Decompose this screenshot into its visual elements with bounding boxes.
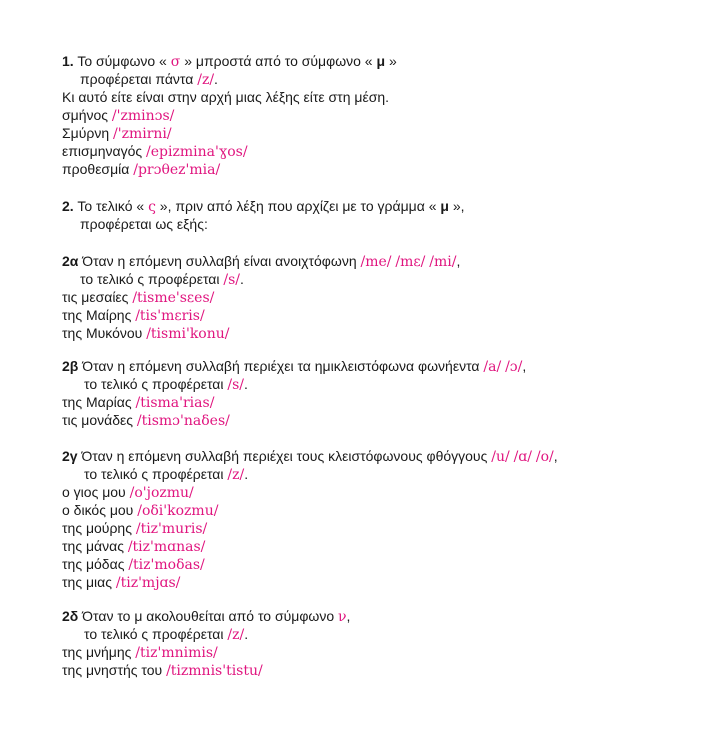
- section-2: [62, 197, 702, 233]
- example-row: [62, 324, 702, 342]
- section-2b: [62, 357, 702, 429]
- example-word: σμήνος: [62, 107, 112, 123]
- example-word: της μνηστής του: [62, 662, 167, 678]
- example-row: [62, 411, 702, 429]
- phoneme: /o/: [535, 449, 554, 465]
- section-2a-line-2: το τελικό ς προφέρεται /s/.: [80, 271, 244, 288]
- phoneme: /ɔ/: [505, 359, 523, 375]
- example-word: της μούρης: [62, 520, 136, 536]
- example-row: [62, 573, 702, 591]
- section-number: 2δ: [62, 608, 79, 624]
- example-ipa: /o'jozmu/: [129, 485, 194, 501]
- example-ipa: /tismɔ'naδes/: [136, 413, 230, 429]
- example-word: της Μαίρης: [62, 307, 136, 323]
- example-row: [62, 160, 702, 178]
- example-word: της μιας: [62, 574, 116, 590]
- phoneme: /s/: [227, 377, 245, 393]
- example-ipa: /oδi'kozmu/: [137, 503, 219, 519]
- example-word: της Μαρίας: [62, 394, 136, 410]
- section-number: 2.: [62, 198, 74, 214]
- example-ipa: /tiz'moδas/: [128, 557, 205, 573]
- phoneme: /s/: [223, 272, 241, 288]
- example-ipa: /tiz'mjɑs/: [115, 575, 181, 591]
- section-2b-heading: 2β Όταν η επόμενη συλλαβή περιέχει τα ημικλειστόφωνα φωνήεντα /a/ /ɔ/,: [62, 358, 527, 375]
- letter-nu: ν: [338, 609, 347, 625]
- section-2b-line-2: το τελικό ς προφέρεται /s/.: [84, 376, 248, 393]
- section-2d-line-2: το τελικό ς προφέρεται /z/.: [84, 626, 249, 643]
- example-ipa: /tiz'muris/: [135, 521, 208, 537]
- example-row: [62, 306, 702, 324]
- section-2a: [62, 252, 702, 342]
- example-ipa: /'zmirni/: [113, 126, 172, 142]
- example-ipa: /tiz'mnimis/: [135, 645, 218, 661]
- example-word: της μόδας: [62, 556, 129, 572]
- section-number: 1.: [62, 53, 74, 69]
- example-row: [62, 142, 702, 160]
- section-number: 2β: [62, 358, 79, 374]
- section-2c: [62, 447, 702, 591]
- example-row: [62, 555, 702, 573]
- example-word: της μνήμης: [62, 644, 136, 660]
- section-1-line-2: προφέρεται πάντα /z/.: [80, 71, 218, 88]
- phoneme: /z/: [227, 627, 245, 643]
- letter-mu: μ: [376, 53, 386, 69]
- example-row: [62, 661, 702, 679]
- phoneme: /ɑ/: [513, 449, 532, 465]
- section-1: [62, 52, 702, 178]
- example-row: [62, 643, 702, 661]
- example-word: προθεσμία: [62, 161, 134, 177]
- section-1-heading: 1. Το σύμφωνο « σ » μπροστά από το σύμφωνο « μ »: [62, 53, 397, 70]
- example-ipa: /tis'mεris/: [135, 308, 205, 324]
- example-row: [62, 393, 702, 411]
- example-row: [62, 537, 702, 555]
- phoneme: /a/: [483, 359, 502, 375]
- letter-final-sigma: ς: [148, 199, 156, 215]
- section-number: 2α: [62, 253, 79, 269]
- section-2d-heading: 2δ Όταν το μ ακολουθείται από το σύμφωνο ν,: [62, 608, 351, 625]
- phoneme: /mi/: [429, 254, 457, 270]
- example-row: [62, 106, 702, 124]
- section-2d: [62, 607, 702, 679]
- phoneme: /me/: [360, 254, 392, 270]
- section-number: 2γ: [62, 448, 78, 464]
- example-ipa: /tismi'konu/: [146, 326, 230, 342]
- phoneme: /z/: [197, 72, 215, 88]
- example-word: ο γιος μου: [62, 484, 130, 500]
- example-word: τις μονάδες: [62, 412, 137, 428]
- example-word: επισμηναγός: [62, 143, 147, 159]
- section-2a-heading: 2α Όταν η επόμενη συλλαβή είναι ανοιχτόφωνη /me/ /mε/ /mi/,: [62, 253, 461, 270]
- example-word: τις μεσαίες: [62, 289, 133, 305]
- letter-mu: μ: [440, 198, 449, 214]
- example-ipa: /tiz'mɑnas/: [127, 539, 206, 555]
- example-ipa: /tisme'sεes/: [132, 290, 215, 306]
- section-2c-heading: 2γ Όταν η επόμενη συλλαβή περιέχει τους κλειστόφωνους φθόγγους /u/ /ɑ/ /o/,: [62, 448, 558, 465]
- letter-sigma: σ: [170, 54, 181, 70]
- example-word: Σμύρνη: [62, 125, 114, 141]
- section-2-line-2: προφέρεται ως εξής:: [80, 216, 208, 232]
- example-row: [62, 124, 702, 142]
- example-row: [62, 483, 702, 501]
- phoneme: /z/: [227, 467, 245, 483]
- example-word: της Μυκόνου: [62, 325, 147, 341]
- phoneme: /u/: [491, 449, 510, 465]
- example-row: [62, 519, 702, 537]
- example-word: της μάνας: [62, 538, 128, 554]
- example-ipa: /tisma'rias/: [135, 395, 215, 411]
- phoneme: /mε/: [395, 254, 426, 270]
- example-ipa: /tizmnis'tistu/: [166, 663, 263, 679]
- example-row: [62, 288, 702, 306]
- section-2c-line-2: το τελικό ς προφέρεται /z/.: [84, 466, 249, 483]
- section-1-note: Κι αυτό είτε είναι στην αρχή μιας λέξης είτε στη μέση.: [62, 89, 390, 105]
- example-row: [62, 501, 702, 519]
- example-ipa: /epizmina'ɣos/: [146, 144, 248, 160]
- section-2-heading: 2. Το τελικό « ς », πριν από λέξη που αρχίζει με το γράμμα « μ »,: [62, 198, 465, 215]
- example-word: ο δικός μου: [62, 502, 138, 518]
- example-ipa: /'zminɔs/: [111, 108, 175, 124]
- example-ipa: /prɔθez'mia/: [133, 162, 221, 178]
